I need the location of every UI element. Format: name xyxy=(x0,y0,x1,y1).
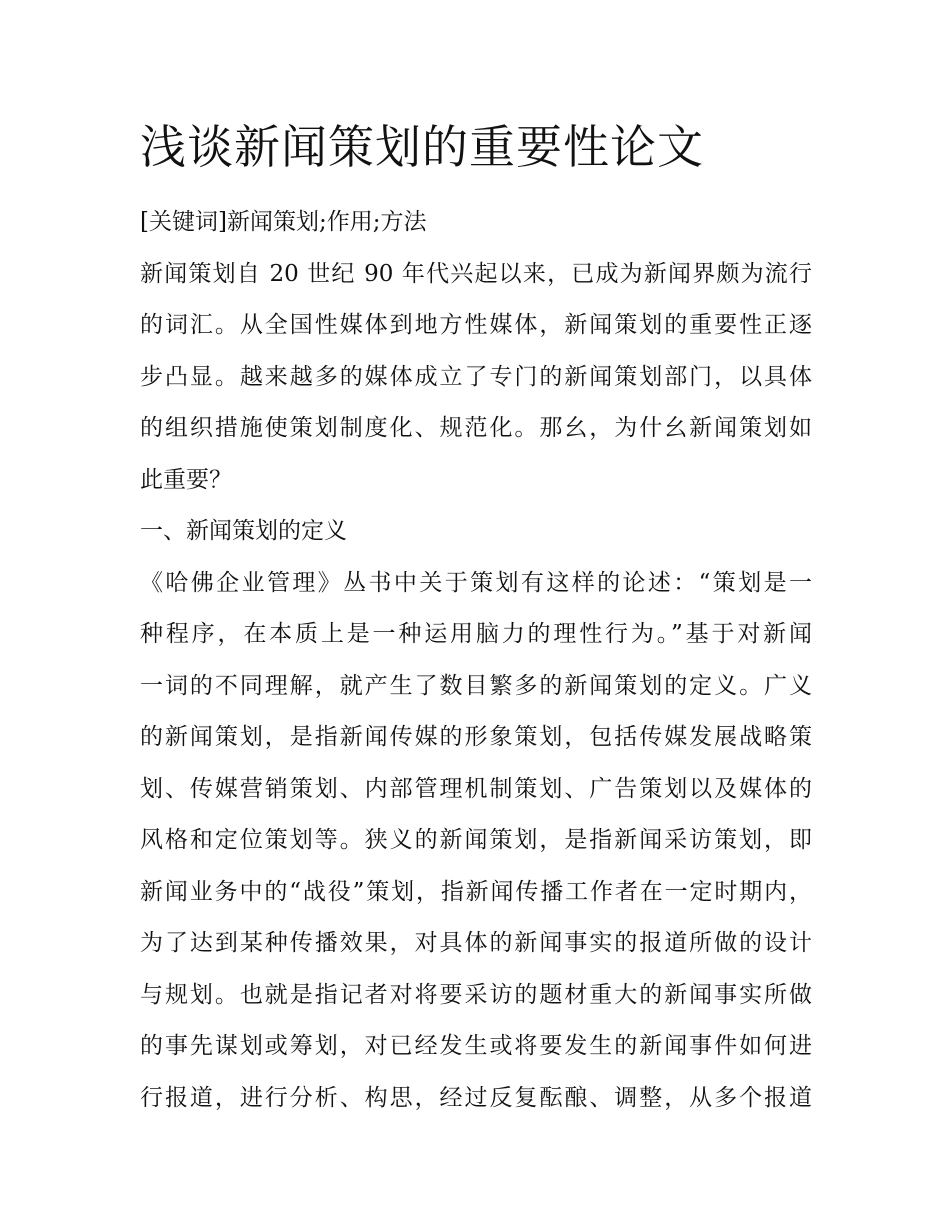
text-line: 新闻策划自 20 世纪 90 年代兴起以来，已成为新闻界颇为流行 xyxy=(140,260,812,287)
text-line: 风格和定位策划等。狭义的新闻策划，是指新闻采访策划，即 xyxy=(140,827,812,853)
page-title: 浅谈新闻策划的重要性论文 xyxy=(140,120,704,174)
text-line: 的新闻策划，是指新闻传媒的形象策划，包括传媒发展战略策 xyxy=(140,724,812,750)
text-line: 与规划。也就是指记者对将要采访的题材重大的新闻事实所做 xyxy=(140,981,812,1008)
text-line: 的事先谋划或筹划，对已经发生或将要发生的新闻事件如何进 xyxy=(140,1033,812,1059)
text-line: 为了达到某种传播效果，对具体的新闻事实的报道所做的设计 xyxy=(140,930,812,956)
text-line: 行报道，进行分析、构思，经过反复酝酿、调整，从多个报道 xyxy=(140,1084,812,1111)
text-line: 《哈佛企业管理》丛书中关于策划有这样的论述：“策划是一 xyxy=(140,569,812,596)
document-body xyxy=(140,197,812,1124)
text-line: 种程序，在本质上是一种运用脑力的理性行为。”基于对新闻 xyxy=(140,621,812,647)
text-line: 新闻业务中的“战役”策划，指新闻传播工作者在一定时期内， xyxy=(140,878,812,905)
text-line: 划、传媒营销策划、内部管理机制策划、广告策划以及媒体的 xyxy=(140,775,812,802)
text-line: 一词的不同理解，就产生了数目繁多的新闻策划的定义。广义 xyxy=(140,672,812,699)
text-line: [关键词]新闻策划;作用;方法 xyxy=(140,209,427,235)
text-line: 一、新闻策划的定义 xyxy=(140,518,347,544)
text-line: 步凸显。越来越多的媒体成立了专门的新闻策划部门，以具体 xyxy=(140,363,812,390)
text-line: 的词汇。从全国性媒体到地方性媒体，新闻策划的重要性正逐 xyxy=(140,312,812,338)
text-line: 的组织措施使策划制度化、规范化。那幺，为什幺新闻策划如 xyxy=(140,415,812,441)
text-line: 此重要？ xyxy=(140,466,232,493)
